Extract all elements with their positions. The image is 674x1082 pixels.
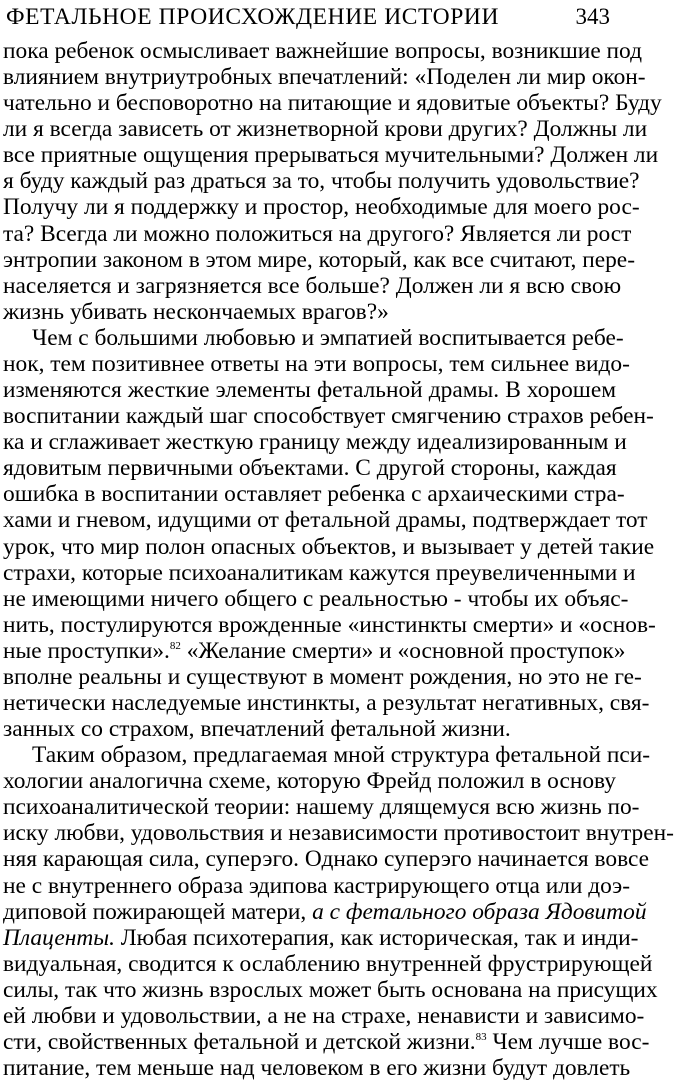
text-line <box>32 324 624 352</box>
text-line <box>3 350 630 378</box>
running-head <box>0 0 620 40</box>
text-segment: иску любви, удовольствия и независимости противостоит внутрен- <box>3 820 674 847</box>
text-segment: Таким образом, предлагаемая мной структура фетальной пси- <box>32 742 651 769</box>
text-segment: хологии аналогична схеме, которую Фрейд положил в основу <box>3 768 616 795</box>
text-line <box>3 611 656 639</box>
text-segment: влиянием внутриутробных впечатлений: «Поделен ли мир окон- <box>3 64 646 91</box>
text-line <box>3 428 627 456</box>
text-line <box>3 663 642 691</box>
text-segment: «Желание смерти» и «основной проступок» <box>180 637 626 664</box>
text-line <box>3 689 650 717</box>
text-segment: Чем лучше вос- <box>486 1029 650 1056</box>
text-line <box>3 220 632 248</box>
text-line <box>3 1054 631 1082</box>
text-segment: нок, тем позитивнее ответы на эти вопросы, тем сильнее видо- <box>3 350 630 377</box>
text-line <box>3 402 654 430</box>
text-line <box>3 1002 645 1030</box>
text-line <box>3 63 646 91</box>
text-segment: населяется и загрязняется все больше? Должен ли я всю свою <box>3 272 622 299</box>
chapter-title: ФЕТАЛЬНОЕ ПРОИСХОЖДЕНИЕ ИСТОРИИ <box>6 4 500 30</box>
text-segment: Получу ли я поддержку и простор, необходимые для моего рос- <box>3 194 640 221</box>
footnote-ref: 83 <box>475 1031 487 1044</box>
text-segment: нетически наследуемые инстинкты, а результат негативных, свя- <box>3 690 650 716</box>
text-line <box>3 715 616 743</box>
text-segment: изменяются жесткие элементы фетальной драмы. В хорошем <box>3 377 616 404</box>
page-number: 343 <box>575 4 610 29</box>
text-line <box>3 637 626 665</box>
text-segment: сти, свойственных фетальной и детской жизни. <box>3 1029 476 1056</box>
text-segment: ные проступки». <box>3 637 170 664</box>
text-segment: энтропии законом в этом мире, который, как все считают, пере- <box>3 246 635 273</box>
text-segment: чательно и бесповоротно на питающие и ядовитые объекты? Буду <box>3 90 662 117</box>
text-segment: все приятные ощущения прерываться мучительными? Должен ли <box>3 142 659 169</box>
text-line <box>3 585 629 613</box>
italic-text: а с фетального образа Ядовитой <box>312 898 647 925</box>
text-segment: воспитании каждый шаг способствует смягчению страхов ребен- <box>3 403 654 430</box>
text-line <box>3 298 616 326</box>
text-line <box>3 506 648 534</box>
text-segment: я буду каждый раз драться за то, чтобы получить удовольствие? <box>3 168 640 195</box>
text-segment: ли я всегда зависеть от жизнетворной крови других? Должны ли <box>3 116 648 143</box>
text-segment: та? Всегда ли можно положиться на другого? Является ли рост <box>3 220 632 247</box>
text-segment: урок, что мир полон опасных объектов, и вызывает у детей такие <box>3 533 655 560</box>
text-segment: силы, так что жизнь взрослых может быть основана на присущих <box>3 976 658 1003</box>
text-segment: диповой пожирающей матери, <box>3 898 313 925</box>
text-segment: хами и гневом, идущими от фетальной драмы, подтверждает тот <box>3 507 648 534</box>
text-segment: жизнь убивать нескончаемых врагов?» <box>3 298 389 325</box>
text-segment: пока ребенок осмысливает важнейшие вопросы, возникшие под <box>3 38 642 64</box>
text-segment: ядовитым первичными объектами. С другой стороны, каждая <box>3 455 617 482</box>
text-line <box>3 767 616 795</box>
text-line <box>3 898 647 926</box>
text-segment: няя карающая сила, суперэго. Однако суперэго начинается вовсе <box>3 846 650 873</box>
italic-text: Плаценты. <box>3 924 115 951</box>
text-segment: ка и сглаживает жесткую границу между идеализированным и <box>3 429 627 456</box>
text-line <box>3 819 674 847</box>
text-line <box>3 193 640 221</box>
text-segment: ошибка в воспитании оставляет ребенка с архаическими стра- <box>3 481 625 508</box>
text-line <box>3 272 622 300</box>
footnote-ref: 82 <box>169 639 181 652</box>
text-segment: страхи, которые психоаналитикам кажутся преувеличенными и <box>3 559 636 586</box>
text-line <box>3 37 642 65</box>
text-line <box>3 454 616 482</box>
text-line <box>3 976 658 1004</box>
text-line <box>3 872 630 900</box>
text-line <box>3 167 640 195</box>
text-segment: психоаналитической теории: нашему длящемуся всю жизнь по- <box>3 794 640 821</box>
text-line <box>3 141 659 169</box>
text-segment: видуальная, сводится к ослаблению внутренней фрустрирующей <box>3 950 653 977</box>
text-line <box>3 480 625 508</box>
text-segment: не имеющими ничего общего с реальностью - чтобы их объяс- <box>3 585 629 612</box>
text-segment: ей любви и удовольствии, а не на страхе, ненависти и зависимо- <box>3 1002 645 1029</box>
text-line <box>3 1028 650 1056</box>
text-line <box>3 89 662 117</box>
text-line <box>3 559 636 587</box>
text-segment: занных со страхом, впечатлений фетальной жизни. <box>3 716 511 743</box>
text-line <box>3 246 635 274</box>
text-segment: питание, тем меньше над человеком в его жизни будут довлеть <box>3 1055 631 1082</box>
text-line <box>3 115 648 143</box>
text-line <box>3 950 653 978</box>
text-line <box>3 376 616 404</box>
text-line <box>3 924 639 952</box>
text-line <box>3 845 650 873</box>
text-line <box>3 793 640 821</box>
text-segment: Любая психотерапия, как историческая, так и инди- <box>114 924 639 951</box>
text-segment: нить, постулируются врожденные «инстинкты смерти» и «основ- <box>3 611 656 638</box>
text-segment: не с внутреннего образа эдипова кастрирующего отца или доэ- <box>3 872 630 899</box>
text-line <box>3 533 655 561</box>
text-line <box>32 741 651 769</box>
text-segment: вполне реальны и существуют в момент рождения, но это не ге- <box>3 663 642 690</box>
text-segment: Чем с большими любовью и эмпатией воспитывается ребе- <box>32 324 624 351</box>
